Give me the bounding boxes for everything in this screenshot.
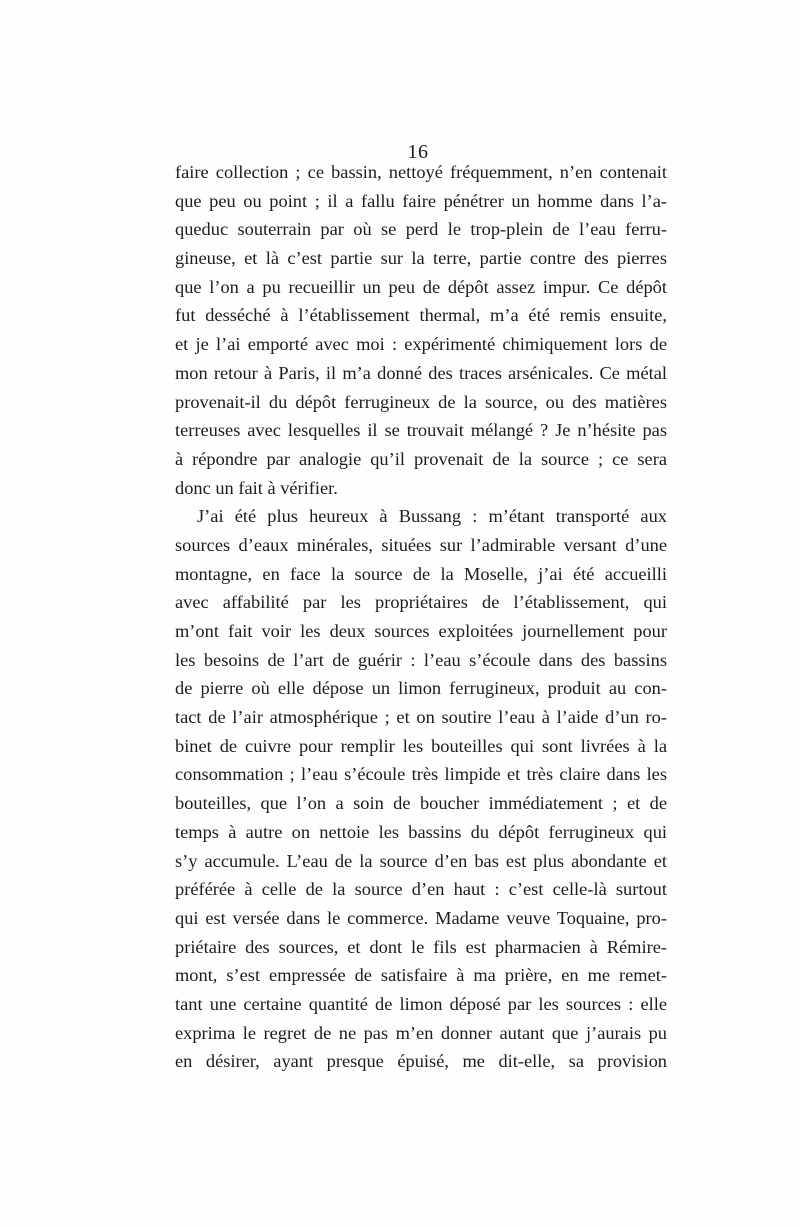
text-line: provenait-il du dépôt ferrugineux de la source, ou des matières	[175, 391, 667, 412]
text-line: avec affabilité par les propriétaires de l’établissement, qui	[175, 592, 667, 613]
body-text	[175, 158, 667, 1076]
text-line: bouteilles, que l’on a soin de boucher immédiatement ; et de	[175, 793, 667, 814]
text-line: les besoins de l’art de guérir : l’eau s’écoule dans des bassins	[175, 649, 667, 670]
text-line: montagne, en face la source de la Moselle, j’ai été accueilli	[175, 563, 667, 584]
text-line: J’ai été plus heureux à Bussang : m’étant transporté aux	[197, 506, 667, 527]
text-line: à répondre par analogie qu’il provenait de la source ; ce sera	[175, 448, 667, 469]
text-line: s’y accumule. L’eau de la source d’en bas est plus abondante et	[175, 850, 667, 871]
text-line: que l’on a pu recueillir un peu de dépôt assez impur. Ce dépôt	[175, 276, 667, 297]
text-line: priétaire des sources, et dont le fils est pharmacien à Rémire-	[175, 936, 667, 957]
text-line: sources d’eaux minérales, situées sur l’admirable versant d’une	[175, 534, 667, 555]
text-line: en désirer, ayant presque épuisé, me dit-elle, sa provision	[175, 1051, 667, 1072]
text-line: de pierre où elle dépose un limon ferrugineux, produit au con-	[175, 678, 667, 699]
text-line: donc un fait à vérifier.	[175, 477, 338, 498]
text-line: faire collection ; ce bassin, nettoyé fréquemment, n’en contenait	[175, 162, 667, 182]
text-line: fut desséché à l’établissement thermal, m’a été remis ensuite,	[175, 305, 667, 326]
text-line: gineuse, et là c’est partie sur la terre, partie contre des pierres	[175, 248, 667, 269]
page-number: 16	[407, 141, 429, 163]
text-line: mon retour à Paris, il m’a donné des traces arsénicales. Ce métal	[175, 362, 667, 383]
text-line: et je l’ai emporté avec moi : expérimenté chimiquement lors de	[175, 334, 667, 355]
text-line: tant une certaine quantité de limon déposé par les sources : elle	[175, 993, 667, 1014]
text-line: que peu ou point ; il a fallu faire pénétrer un homme dans l’a-	[175, 190, 667, 211]
text-line: tact de l’air atmosphérique ; et on soutire l’eau à l’aide d’un ro-	[175, 707, 667, 728]
text-line: préférée à celle de la source d’en haut : c’est celle-là surtout	[175, 879, 667, 900]
text-line: temps à autre on nettoie les bassins du dépôt ferrugineux qui	[175, 821, 667, 842]
text-line: m’ont fait voir les deux sources exploitées journellement pour	[175, 621, 667, 641]
text-line: consommation ; l’eau s’écoule très limpide et très claire dans les	[175, 764, 667, 785]
text-line: terreuses avec lesquelles il se trouvait mélangé ? Je n’hésite pas	[175, 420, 667, 441]
text-line: queduc souterrain par où se perd le trop-plein de l’eau ferru-	[175, 219, 667, 240]
text-line: qui est versée dans le commerce. Madame veuve Toquaine, pro-	[175, 907, 667, 928]
text-line: mont, s’est empressée de satisfaire à ma prière, en me remet-	[175, 965, 667, 986]
text-line: binet de cuivre pour remplir les bouteilles qui sont livrées à la	[175, 735, 667, 756]
text-line: exprima le regret de ne pas m’en donner autant que j’aurais pu	[175, 1022, 667, 1043]
